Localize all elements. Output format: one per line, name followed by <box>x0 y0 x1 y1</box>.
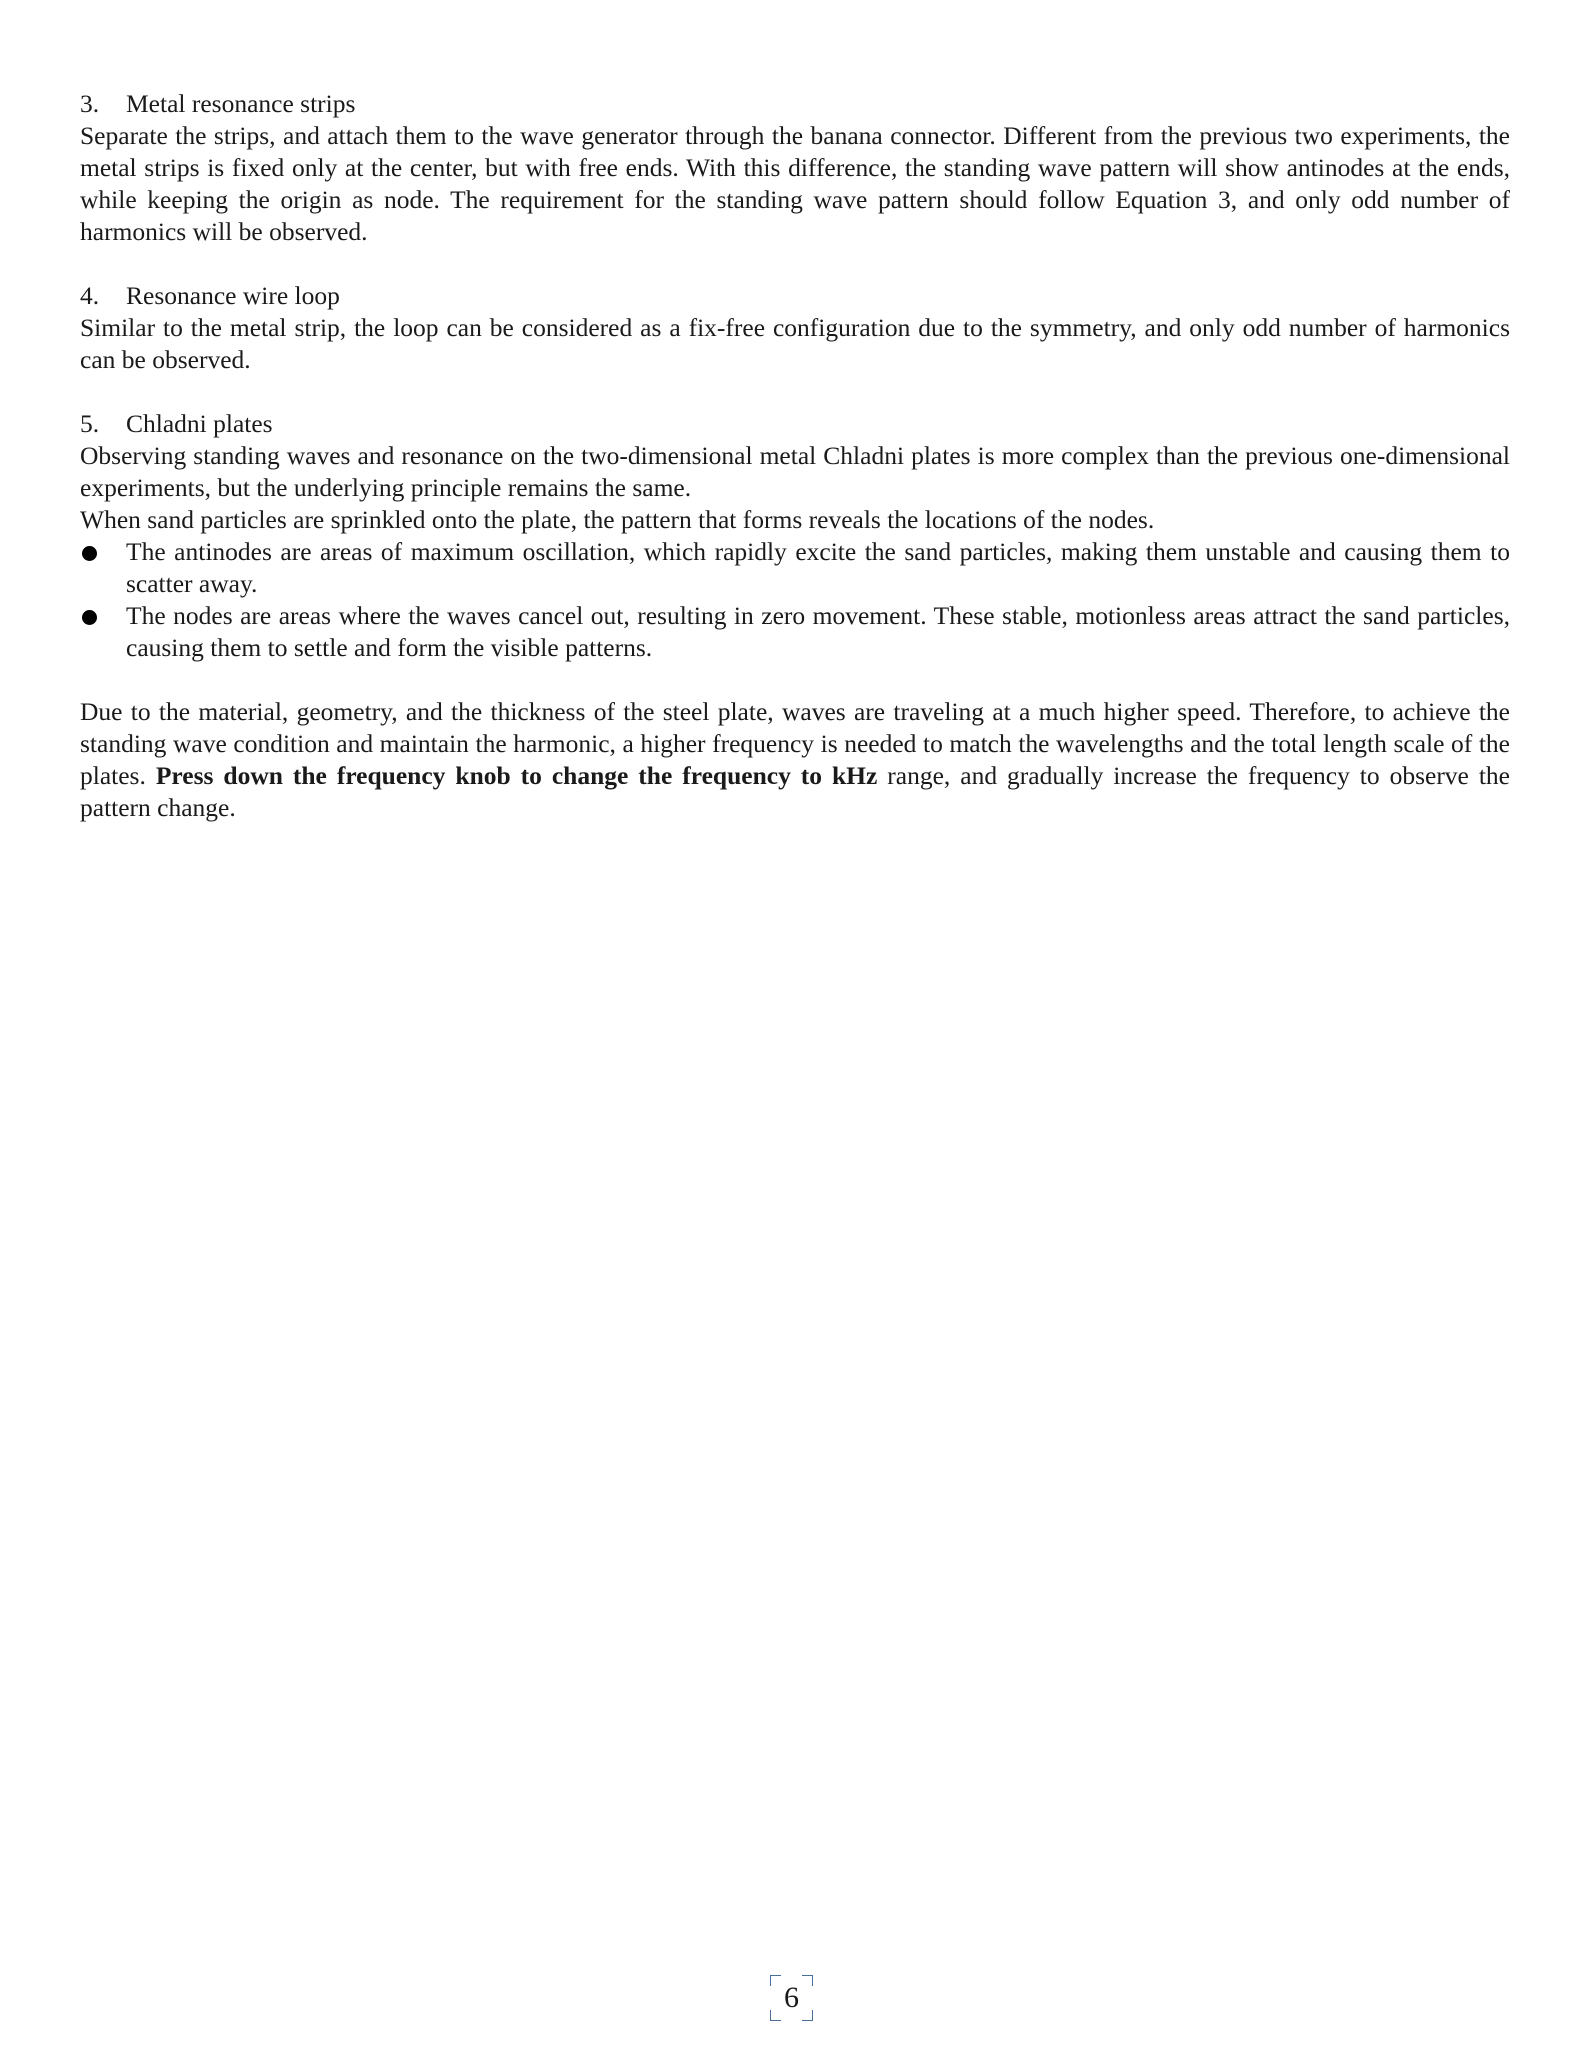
section-number: 3. <box>80 89 100 118</box>
section-chladni-plates <box>80 408 1510 664</box>
page-number-frame <box>770 1975 813 2021</box>
list-item-text: The antinodes are areas of maximum oscillation, which rapidly excite the sand particles, making them unstable and causing them to scatter away. <box>126 537 1510 598</box>
section-resonance-wire-loop <box>80 280 1510 376</box>
section-body: Separate the strips, and attach them to the wave generator through the banana connector. Different from the previous two experiments, the metal strips is fixed only at the center, but with free ends. With this difference, the standing wave pattern will show antinodes at the ends, while keeping the origin as node. The requirement for the standing wave pattern should follow Equation 3, and only odd number of harmonics will be observed. <box>80 121 1510 246</box>
list-item <box>80 600 1510 664</box>
closing-text-end: range, and gradually increase the frequency to observe the pattern change. <box>80 761 1510 822</box>
frame-corner-icon <box>770 1975 781 1986</box>
list-item-text: The nodes are areas where the waves cancel out, resulting in zero movement. These stable, motionless areas attract the sand particles, causing them to settle and form the visible patterns. <box>126 601 1510 662</box>
section-heading <box>80 280 1510 312</box>
page-number: 6 <box>784 1981 799 2014</box>
section-number: 5. <box>80 409 100 438</box>
bullet-dot-icon <box>82 610 97 625</box>
section-title: Resonance wire loop <box>126 281 340 310</box>
bullet-dot-icon <box>82 546 97 561</box>
section-body: Observing standing waves and resonance on the two-dimensional metal Chladni plates is more complex than the previous one-dimensional experiments, but the underlying principle remains the same. <box>80 441 1510 502</box>
section-number: 4. <box>80 281 100 310</box>
frame-corner-icon <box>802 2010 813 2021</box>
frame-corner-icon <box>802 1975 813 1986</box>
section-body-line: When sand particles are sprinkled onto the plate, the pattern that forms reveals the locations of the nodes. <box>80 505 1155 534</box>
page-footer <box>0 1975 1583 2021</box>
frame-corner-icon <box>770 2010 781 2021</box>
closing-bold-instruction: Press down the frequency knob to change the frequency to kHz <box>155 761 878 790</box>
section-title: Metal resonance strips <box>126 89 356 118</box>
closing-text: Due to the material, geometry, and the thickness of the steel plate, waves are traveling at a much higher speed. Therefore, to achieve the standing wave condition and maintain the harmonic, a higher frequency is needed to match the wavelengths and the total length scale of the plates. <box>80 697 1510 790</box>
section-heading <box>80 408 1510 440</box>
section-metal-resonance-strips <box>80 88 1510 248</box>
bullet-list <box>80 536 1510 664</box>
section-body: Similar to the metal strip, the loop can be considered as a fix-free configuration due to the symmetry, and only odd number of harmonics can be observed. <box>80 313 1510 374</box>
closing-paragraph <box>80 696 1510 824</box>
section-heading <box>80 88 1510 120</box>
list-item <box>80 536 1510 600</box>
document-page <box>80 88 1510 824</box>
section-title: Chladni plates <box>126 409 273 438</box>
